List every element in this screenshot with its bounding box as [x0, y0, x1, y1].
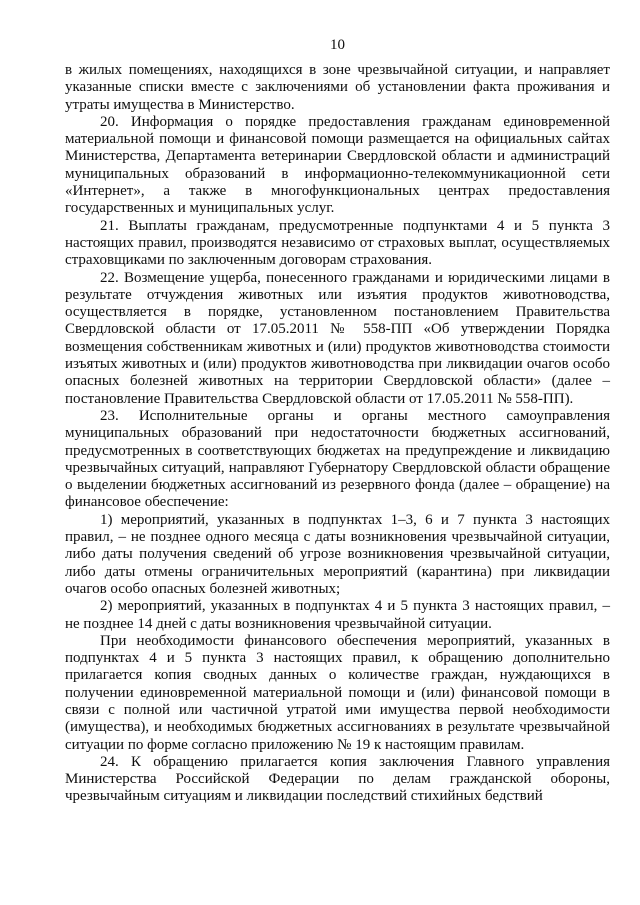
paragraph-23-subitem-1: 1) мероприятий, указанных в подпунктах 1–3, 6 и 7 пункта 3 настоящих правил, – не позднее одного месяца с даты возникновения чрезвычайной ситуации, либо даты получения сведений об угрозе возникновения чрезвычайной ситуации, либо даты отмены ограничительных мероприятий (карантина) при ликвидации очагов особо опасных болезней животных;	[65, 511, 610, 597]
paragraph-22: 22. Возмещение ущерба, понесенного гражданами и юридическими лицами в результате отчуждения животных или изъятия продуктов животноводства, осуществляется в порядке, установленном постановлением Правительства Свердловской области от 17.05.2011 № 558-ПП «Об утверждении Порядка возмещения собственникам животных и (или) продуктов животноводства стоимости изъятых животных и (или) продуктов животноводства при ликвидации очагов особо опасных болезней животных на территории Свердловской области» (далее – постановление Правительства Свердловской области от 17.05.2011 № 558-ПП).	[65, 269, 610, 407]
paragraph-23-additional: При необходимости финансового обеспечения мероприятий, указанных в подпунктах 4 и 5 пункта 3 настоящих правил, к обращению дополнительно прилагается копия сводных данных о количестве граждан, нуждающихся в получении единовременной материальной помощи и (или) финансовой помощи в связи с полной или частичной утратой ими имущества первой необходимости (имущества), и необходимых бюджетных ассигнованиях в результате чрезвычайной ситуации по форме согласно приложению № 19 к настоящим правилам.	[65, 632, 610, 753]
document-body	[65, 62, 610, 806]
paragraph-21: 21. Выплаты гражданам, предусмотренные подпунктами 4 и 5 пункта 3 настоящих правил, производятся независимо от страховых выплат, осуществляемых страховщиками по заключенным договорам страхования.	[65, 217, 610, 269]
paragraph-continuation: в жилых помещениях, находящихся в зоне чрезвычайной ситуации, и направляет указанные списки вместе с заключениями об установлении факта проживания и утраты имущества в Министерство.	[65, 62, 610, 113]
page-number: 10	[330, 37, 345, 53]
paragraph-24: 24. К обращению прилагается копия заключения Главного управления Министерства Российской Федерации по делам гражданской обороны, чрезвычайным ситуациям и ликвидации последствий стихийных бедствий	[65, 753, 610, 805]
paragraph-20: 20. Информация о порядке предоставления гражданам единовременной материальной помощи и финансовой помощи размещается на официальных сайтах Министерства, Департамента ветеринарии Свердловской области и администраций муниципальных образований в информационно-телекоммуникационной сети «Интернет», а также в многофункциональных центрах предоставления государственных и муниципальных услуг.	[65, 113, 610, 217]
paragraph-23-subitem-2: 2) мероприятий, указанных в подпунктах 4 и 5 пункта 3 настоящих правил, – не позднее 14 дней с даты возникновения чрезвычайной ситуации.	[65, 598, 610, 632]
paragraph-23: 23. Исполнительные органы и органы местного самоуправления муниципальных образований при недостаточности бюджетных ассигнований, предусмотренных в соответствующих бюджетах на предупреждение и ликвидацию чрезвычайных ситуаций, направляют Губернатору Свердловской области обращение о выделении бюджетных ассигнований из резервного фонда (далее – обращение) на финансовое обеспечение:	[65, 407, 610, 511]
